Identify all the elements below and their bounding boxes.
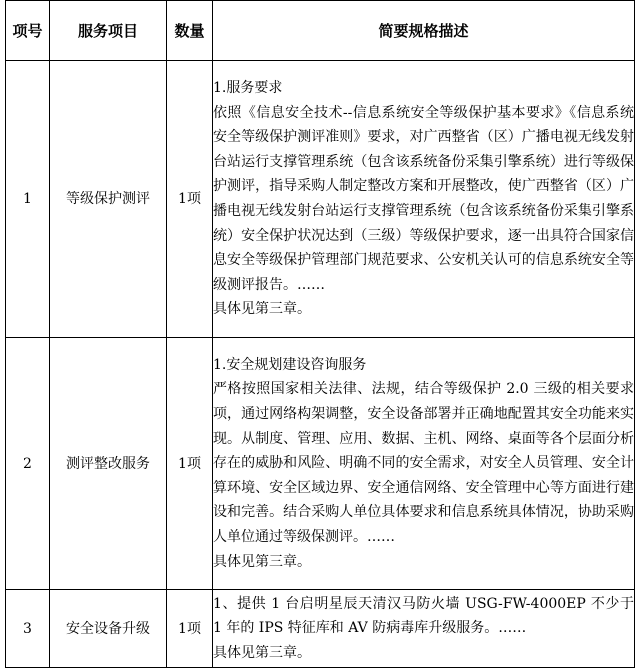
row-service: 安全设备升级 bbox=[50, 590, 167, 668]
desc-reference: 具体见第三章。 bbox=[213, 553, 311, 570]
desc-reference: 具体见第三章。 bbox=[213, 644, 311, 661]
row-quantity: 1项 bbox=[167, 338, 213, 590]
table-row bbox=[6, 338, 635, 590]
desc-heading: 1.安全规划建设咨询服务 bbox=[213, 356, 367, 373]
table-row bbox=[6, 590, 635, 668]
table-row bbox=[6, 61, 635, 338]
header-service: 服务项目 bbox=[50, 1, 167, 61]
header-quantity: 数量 bbox=[167, 1, 213, 61]
row-index: 3 bbox=[6, 590, 50, 668]
row-description bbox=[213, 590, 635, 668]
row-index: 2 bbox=[6, 338, 50, 590]
row-description bbox=[213, 338, 635, 590]
row-description bbox=[213, 61, 635, 338]
desc-heading: 1.服务要求 bbox=[213, 80, 283, 97]
row-service: 测评整改服务 bbox=[50, 338, 167, 590]
row-service: 等级保护测评 bbox=[50, 61, 167, 338]
row-index: 1 bbox=[6, 61, 50, 338]
header-description: 简要规格描述 bbox=[213, 1, 635, 61]
table-header-row bbox=[6, 1, 635, 61]
header-index: 项号 bbox=[6, 1, 50, 61]
desc-body: 依照《信息安全技术--信息系统安全等级保护基本要求》《信息系统安全等级保护测评准则》要求，对广西整省（区）广播电视无线发射台站运行支撑管理系统（包含该系统备份采集引擎系统）进行等级保护测评，指导采购人制定整改方案和开展整改，使广西整省（区）广播电视无线发射台站运行支撑管理系统（包含该系统备份采集引擎系统）安全保护状况达到（三级）等级保护要求，逐一出具符合国家信息安全等级保护管理部门规范要求、公安机关认可的信息系统安全等级测评报告。…… bbox=[213, 104, 634, 293]
desc-body: 1、提供 1 台启明星辰天清汉马防火墙 USG-FW-4000EP 不少于 1 年的 IPS 特征库和 AV 防病毒库升级服务。…… bbox=[213, 595, 634, 637]
desc-body: 严格按照国家相关法律、法规，结合等级保护 2.0 三级的相关要求项，通过网络构架调整，安全设备部署并正确地配置其安全功能来实现。从制度、管理、应用、数据、主机、网络、桌面等各个层面分析存在的威胁和风险、明确不同的安全需求，对安全人员管理、安全计算环境、安全区域边界、安全通信网络、安全管理中心等方面进行建设和完善。结合采购人单位具体要求和信息系统具体情况，协助采购人单位通过等级保测评。…… bbox=[213, 381, 634, 545]
row-quantity: 1项 bbox=[167, 590, 213, 668]
row-quantity: 1项 bbox=[167, 61, 213, 338]
desc-reference: 具体见第三章。 bbox=[213, 301, 311, 318]
service-spec-table bbox=[5, 0, 635, 668]
